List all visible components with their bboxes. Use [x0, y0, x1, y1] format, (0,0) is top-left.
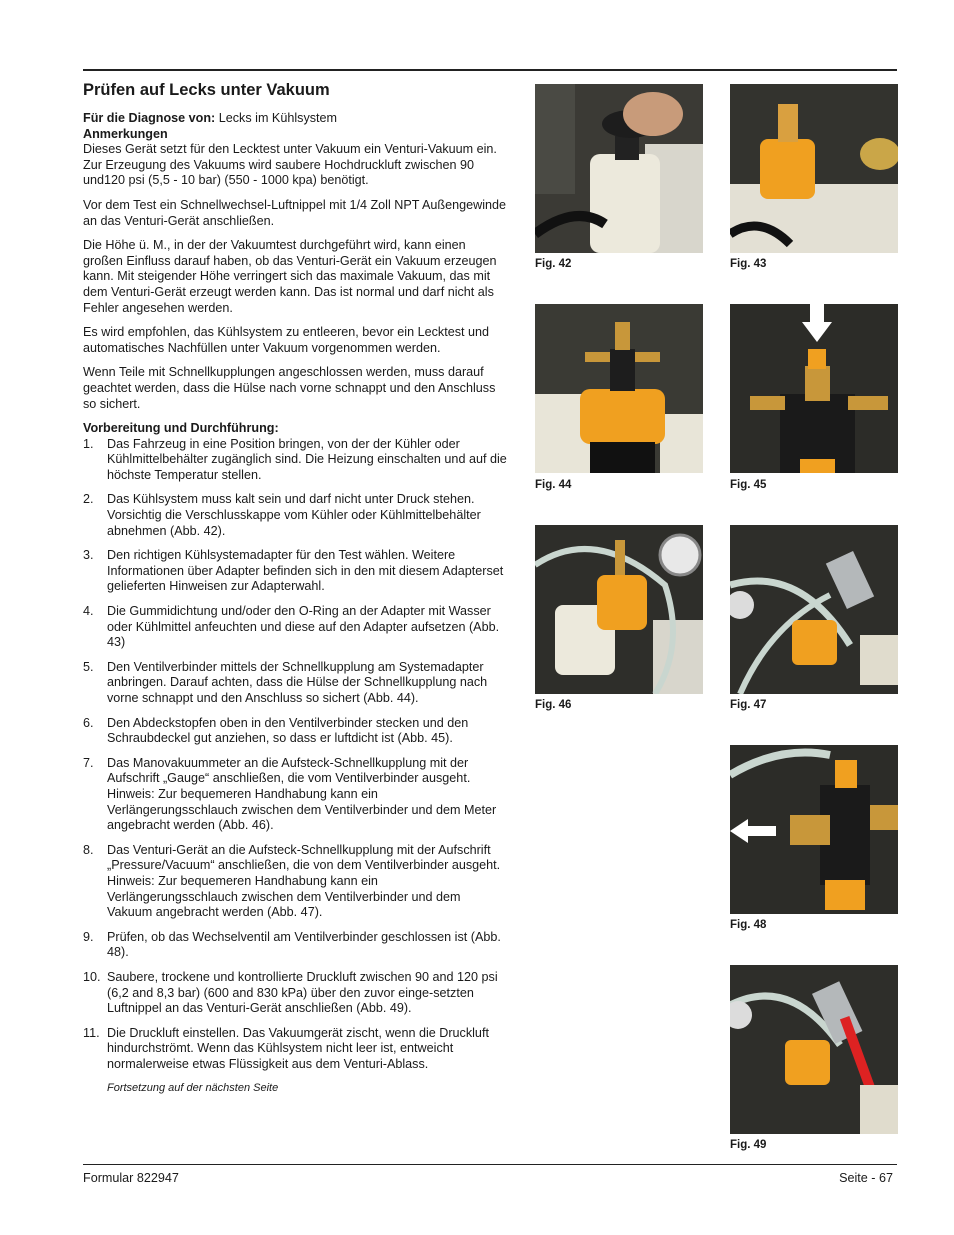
page-number: Seite - 67	[839, 1171, 893, 1185]
step-text: Den Abdeckstopfen oben in den Ventilverbinder stecken und den Schraubdeckel gut anziehen, so dass er luftdicht ist (Abb. 45).	[107, 715, 469, 746]
step-text: Das Fahrzeug in eine Position bringen, von der der Kühler oder Kühlmittelbehälter zugänglich sind. Die Heizung einschalten und auf die höchste Temperatur stellen.	[107, 436, 507, 482]
procedure-steps	[83, 437, 508, 1073]
step-text: Das Kühlsystem muss kalt sein und darf nicht unter Druck stehen. Vorsichtig die Verschlusskappe vom Kühler oder Kühlmittelbehälter abnehmen (Abb. 42).	[107, 492, 481, 538]
step-item	[83, 756, 508, 834]
step-number: 5.	[83, 659, 94, 674]
step-text: Die Druckluft einstellen. Das Vakuumgerät zischt, wenn die Druckluft hindurchströmt. Wenn das Kühlsystem nicht leer ist, entweicht normalerweise etwas Flüssigkeit aus dem Venturi-Ablass.	[107, 1025, 489, 1071]
step-item	[83, 437, 508, 484]
figure-49-photo	[730, 965, 898, 1134]
main-text-column	[83, 80, 508, 1097]
bottom-rule	[83, 1164, 897, 1165]
figure-48-photo	[730, 745, 898, 914]
step-number: 8.	[83, 842, 94, 857]
compressed-air-image	[730, 965, 898, 1134]
step-item	[83, 930, 508, 961]
diagnosis-line	[83, 111, 508, 127]
step-item	[83, 1026, 508, 1073]
step-number: 10.	[83, 969, 101, 984]
figure-42-caption: Fig. 42	[535, 258, 572, 270]
step-number: 4.	[83, 604, 94, 619]
step-number: 3.	[83, 548, 94, 563]
paragraph: Dieses Gerät setzt für den Lecktest unter Vakuum ein Venturi-Vakuum ein. Zur Erzeugung des Vakuums wird saubere Hochdruckluft zwischen 90 und120 psi (5,5 - 10 bar) (550 - 1000 kpa) benötigt.	[83, 142, 497, 188]
step-item	[83, 604, 508, 651]
step-number: 6.	[83, 715, 94, 730]
paragraph: Wenn Teile mit Schnellkupplungen angeschlossen werden, muss darauf geachtet werden, dass die Hülse nach vorne schnappt und den Anschluss so sichert.	[83, 365, 496, 411]
step-text: Saubere, trockene und kontrollierte Druckluft zwischen 90 and 120 psi (6,2 and 8,3 bar) (600 and 830 kPa) über den zuvor einge-setzten Luftnippel an das Venturi-Gerät anschließen (Abb. 49).	[107, 969, 498, 1016]
step-item	[83, 660, 508, 707]
step-number: 2.	[83, 492, 94, 507]
diagnosis-label: Für die Diagnose von:	[83, 111, 216, 125]
step-number: 7.	[83, 755, 94, 770]
reservoir-cap-removal-image	[535, 84, 703, 253]
venturi-connected-image	[730, 525, 898, 694]
step-text: Den richtigen Kühlsystemadapter für den Test wählen. Weitere Informationen über Adapter befinden sich in den mit diesem Adapterset gelieferten Hinweisen zur Adapterwahl.	[107, 548, 504, 594]
top-rule	[83, 69, 897, 71]
adapter-mounted-image	[730, 84, 898, 253]
diagnosis-value: Lecks im Kühlsystem	[218, 111, 338, 125]
figure-42-photo	[535, 84, 703, 253]
step-item	[83, 548, 508, 595]
figure-44-caption: Fig. 44	[535, 479, 572, 491]
step-item	[83, 843, 508, 921]
figure-43-photo	[730, 84, 898, 253]
paragraph: Vor dem Test ein Schnellwechsel-Luftnippel mit 1/4 Zoll NPT Außengewinde an das Venturi-Gerät anschließen.	[83, 197, 507, 228]
cap-plug-image	[730, 304, 898, 473]
step-text: Prüfen, ob das Wechselventil am Ventilverbinder geschlossen ist (Abb. 48).	[107, 929, 501, 960]
step-text: Das Manovakuummeter an die Aufsteck-Schnellkupplung mit der Aufschrift „Gauge“ anschließen, die vom Ventilverbinder ausgeht. Hinweis: Zur bequemeren Handhabung kann ein Verlängerungsschlauch zwischen dem Ventilverbinder und dem Meter angebracht werden (Abb. 46).	[107, 755, 497, 833]
figure-47-photo	[730, 525, 898, 694]
paragraph: Die Höhe ü. M., in der der Vakuumtest durchgeführt wird, kann einen großen Einfluss darauf haben, ob das Venturi-Gerät ein Vakuum erzeugen kann. Mit steigender Höhe verringert sich das maximale Vakuum, das mit dem Venturi-Gerät erzeugt werden kann. Das ist normal und darf nicht als Fehler angesehen werden.	[83, 238, 497, 315]
figure-47-caption: Fig. 47	[730, 699, 767, 711]
step-number: 9.	[83, 929, 94, 944]
figure-43-caption: Fig. 43	[730, 258, 767, 270]
figure-45-caption: Fig. 45	[730, 479, 767, 491]
notes-heading: Anmerkungen	[83, 126, 168, 141]
figure-49-caption: Fig. 49	[730, 1139, 767, 1151]
figure-45-photo	[730, 304, 898, 473]
paragraph: Es wird empfohlen, das Kühlsystem zu entleeren, bevor ein Lecktest und automatisches Nachfüllen unter Vakuum vorgenommen werden.	[83, 325, 490, 355]
step-item	[83, 716, 508, 747]
valve-connector-image	[535, 304, 703, 473]
figure-46-caption: Fig. 46	[535, 699, 572, 711]
page-title: Prüfen auf Lecks unter Vakuum	[83, 81, 330, 99]
procedure-heading: Vorbereitung und Durchführung:	[83, 421, 279, 436]
step-item	[83, 492, 508, 539]
figure-46-photo	[535, 525, 703, 694]
form-number: Formular 822947	[83, 1171, 179, 1185]
step-item	[83, 970, 508, 1017]
step-number: 11.	[83, 1025, 100, 1040]
step-text: Das Venturi-Gerät an die Aufsteck-Schnellkupplung mit der Aufschrift „Pressure/Vacuum“ anschließen, die von dem Ventilverbinder ausgeht. Hinweis: Zur bequemeren Handhabung kann ein Verlängerungsschlauch zwischen dem Ventilverbinder und dem Vakuum angebracht werden (Abb. 47).	[107, 842, 501, 920]
step-number: 1.	[83, 436, 94, 451]
figure-48-caption: Fig. 48	[730, 919, 767, 931]
continuation-note: Fortsetzung auf der nächsten Seite	[107, 1082, 279, 1095]
shuttle-valve-image	[730, 745, 898, 914]
step-text: Den Ventilverbinder mittels der Schnellkupplung am Systemadapter anbringen. Darauf achten, dass die Hülse der Schnellkupplung nach vorne schnappt und den Anschluss so sichert (Abb. 44).	[107, 659, 488, 705]
figure-44-photo	[535, 304, 703, 473]
step-text: Die Gummidichtung und/oder den O-Ring an der Adapter mit Wasser oder Kühlmittel anfeuchten und diese auf den Adapter aufsetzen (Abb. 43)	[107, 604, 500, 650]
gauge-connected-image	[535, 525, 703, 694]
